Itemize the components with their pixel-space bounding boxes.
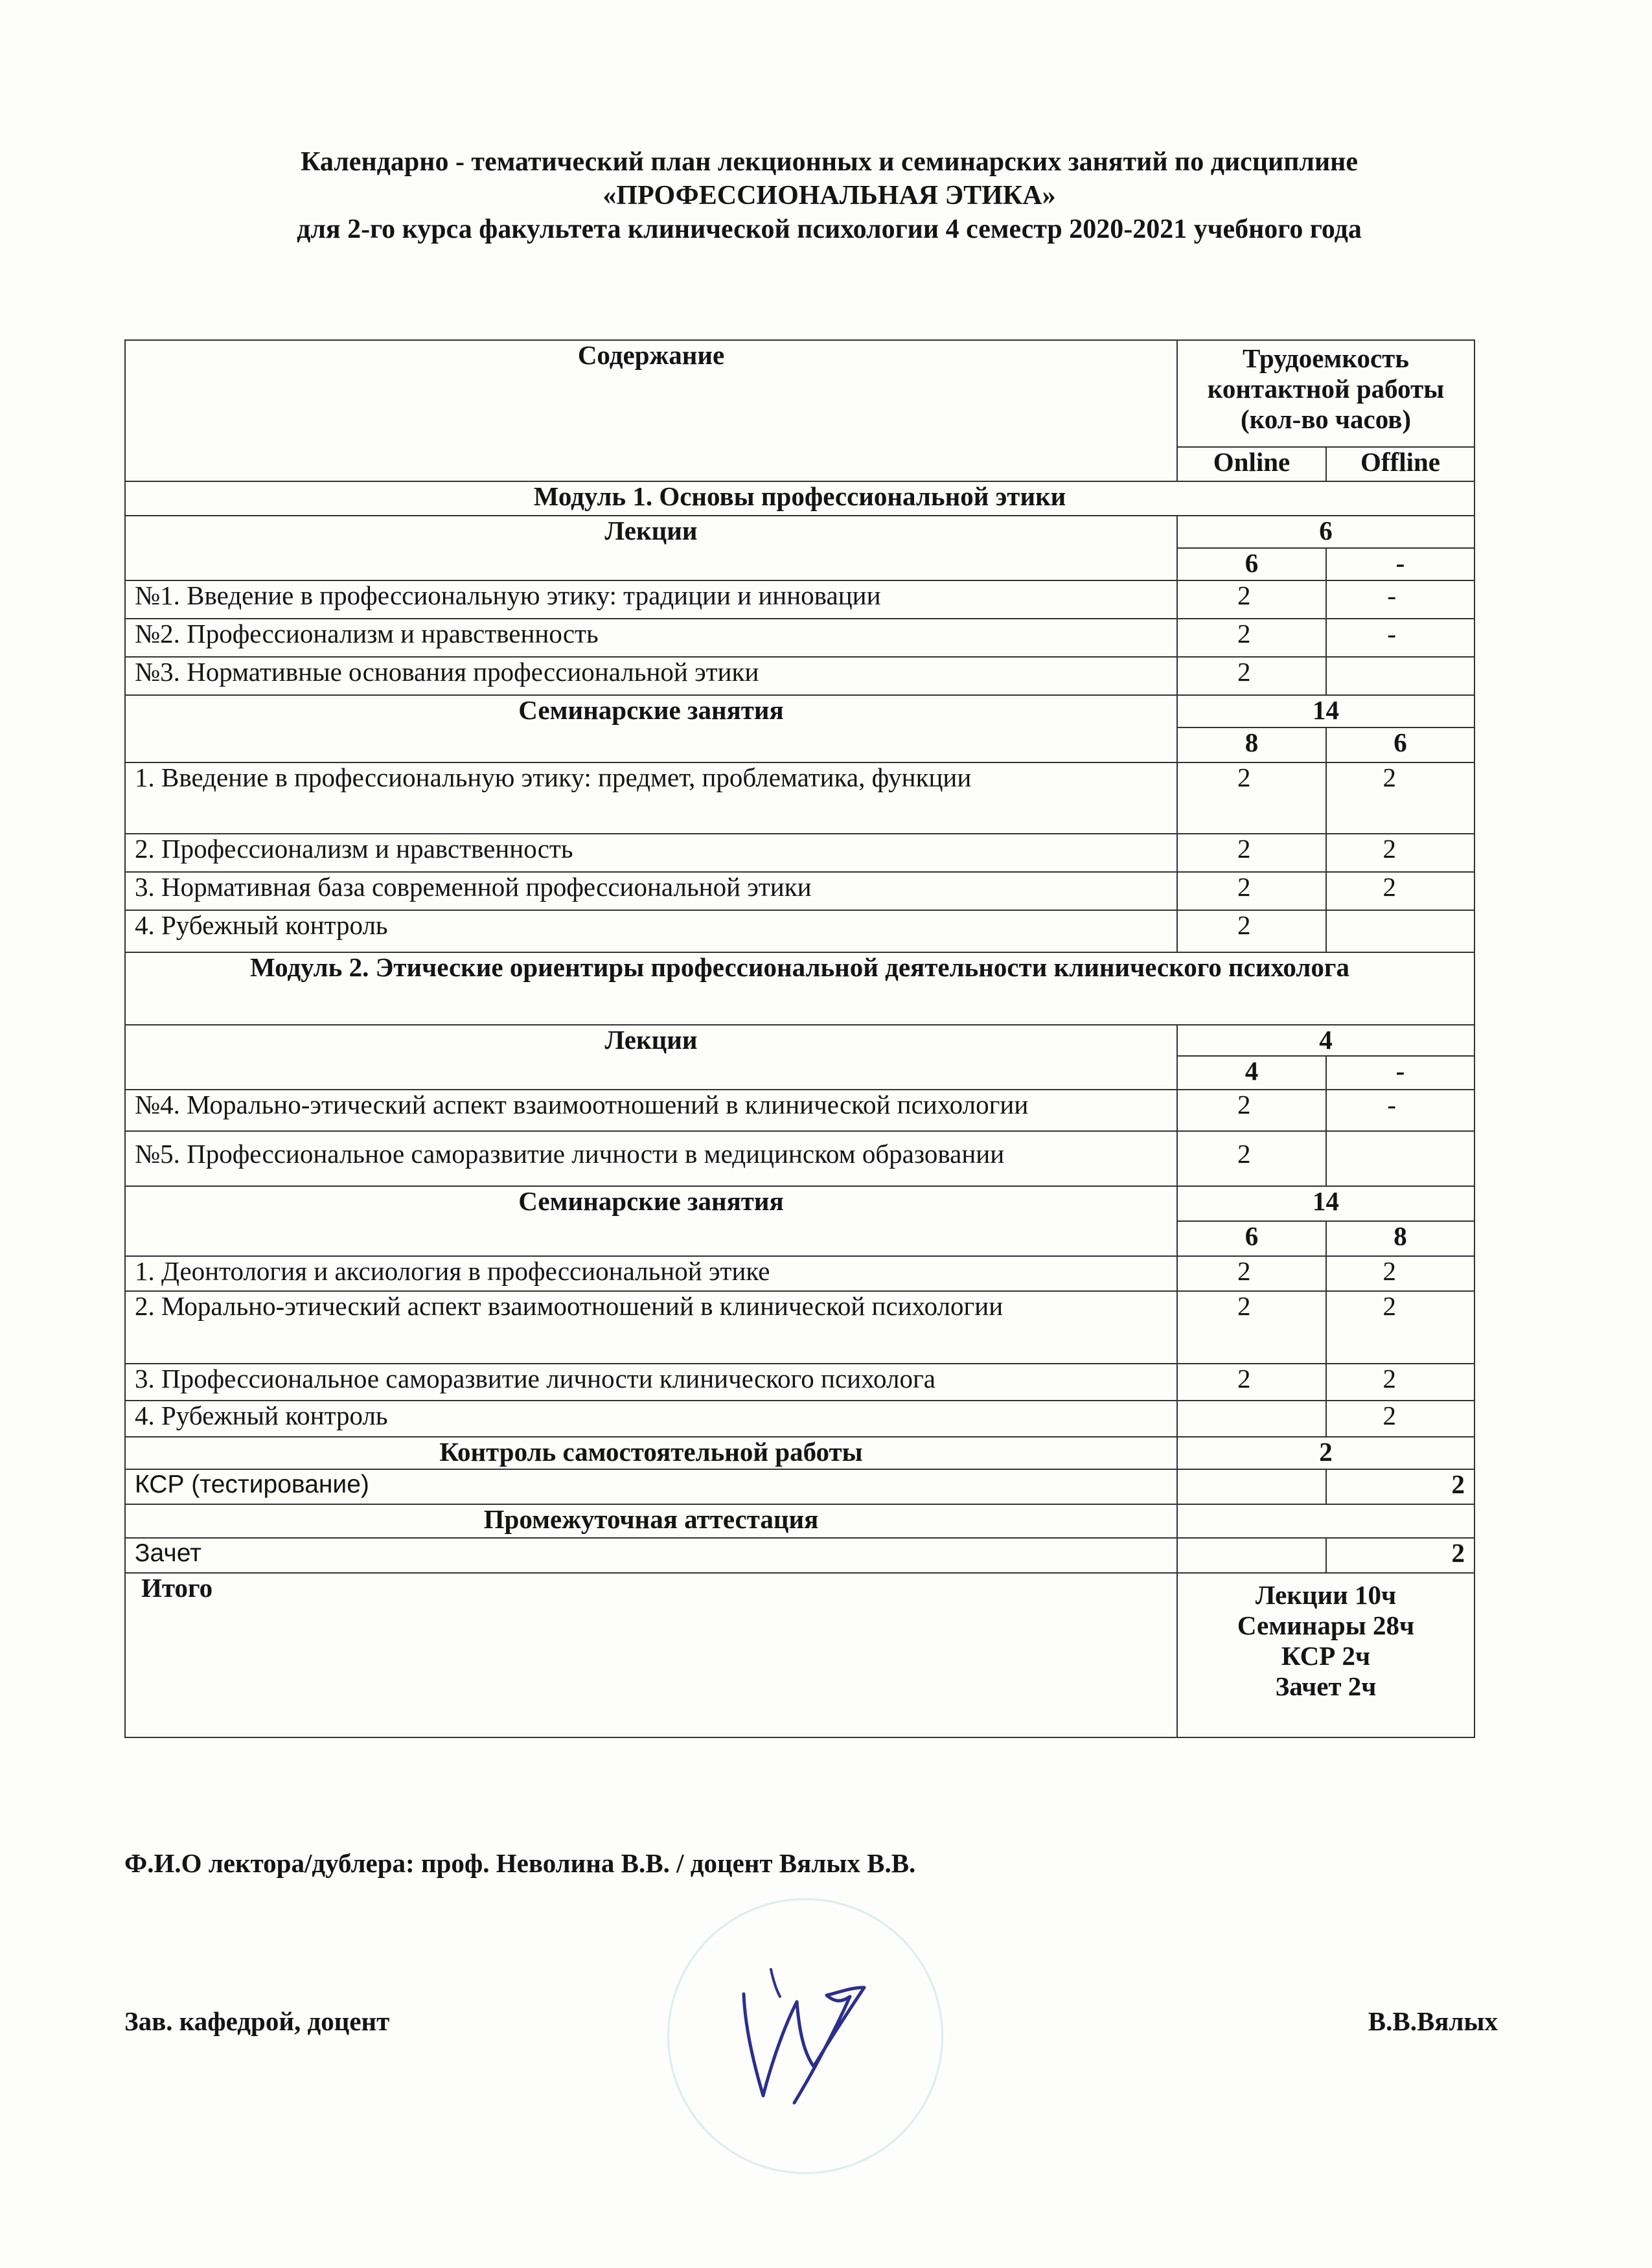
item-online [1177,1401,1326,1437]
item-text: №5. Профессиональное саморазвитие личности в медицинском образовании [125,1131,1177,1186]
item-offline [1326,910,1474,952]
table-row [125,619,1474,657]
section-total-empty [1177,1504,1474,1538]
section-offline: 8 [1326,1221,1474,1256]
item-offline: 2 [1326,834,1474,872]
item-text: №4. Морально-этический аспект взаимоотношений в клинической психологии [125,1090,1177,1131]
item-text: 4. Рубежный контроль [125,910,1177,952]
total-line: Зачет 2ч [1275,1671,1377,1701]
table-row [125,1090,1474,1131]
item-offline: 2 [1326,1291,1474,1364]
section-total: 14 [1177,695,1474,727]
section-row [125,695,1474,727]
section-row [125,1186,1474,1221]
total-line: Семинары 28ч [1237,1610,1415,1640]
table-row [125,872,1474,910]
item-online: 2 [1177,1256,1326,1291]
item-offline: 2 [1326,872,1474,910]
item-offline [1326,1131,1474,1186]
item-text: 3. Нормативная база современной профессиональной этики [125,872,1177,910]
section-label: Промежуточная аттестация [125,1504,1177,1538]
section-row [125,1437,1474,1469]
section-offline: - [1326,548,1474,580]
section-online: 4 [1177,1056,1326,1090]
item-text: №3. Нормативные основания профессиональной этики [125,657,1177,695]
module-row [125,481,1474,516]
item-online: 2 [1177,1364,1326,1401]
item-text: 2. Морально-этический аспект взаимоотношений в клинической психологии [125,1291,1177,1364]
item-text: 2. Профессионализм и нравственность [125,834,1177,872]
section-label: Контроль самостоятельной работы [125,1437,1177,1469]
item-text: №1. Введение в профессиональную этику: традиции и инновации [125,580,1177,619]
table-header-row [125,340,1474,447]
head-of-department-name: В.В.Вялых [1368,2006,1498,2036]
header-content: Содержание [125,340,1177,481]
item-text: №2. Профессионализм и нравственность [125,619,1177,657]
item-offline: 2 [1326,1401,1474,1437]
section-total: 4 [1177,1025,1474,1056]
lecturer-line: Ф.И.О лектора/дублера: проф. Неволина В.В. / доцент Вялых В.В. [124,1848,916,1878]
item-offline: 2 [1326,1256,1474,1291]
item-online: 2 [1177,619,1326,657]
table-row [125,1401,1474,1437]
item-text: 1. Деонтология и аксиология в профессиональной этике [125,1256,1177,1291]
table-row [125,657,1474,695]
item-offline: - [1326,1090,1474,1131]
table-row [125,1469,1474,1504]
item-online: 2 [1177,910,1326,952]
item-offline: 2 [1326,1364,1474,1401]
item-online [1177,1538,1326,1573]
head-of-department-title: Зав. кафедрой, доцент [124,2006,390,2036]
item-online: 2 [1177,580,1326,619]
item-text: Зачет [125,1538,1177,1573]
item-online: 2 [1177,872,1326,910]
item-offline [1326,657,1474,695]
section-total: 2 [1177,1437,1474,1469]
section-offline: - [1326,1056,1474,1090]
title-line-3: для 2-го курса факультета клинической психологии 4 семестр 2020-2021 учебного года [297,214,1362,244]
total-row [125,1573,1474,1737]
item-offline: 2 [1326,1538,1474,1573]
item-offline: 2 [1326,1469,1474,1504]
total-summary [1177,1573,1474,1737]
module-1-title: Модуль 1. Основы профессиональной этики [125,481,1474,516]
title-line-1: Календарно - тематический план лекционных и семинарских занятий по дисциплине [300,147,1359,177]
item-offline: - [1326,580,1474,619]
section-offline: 6 [1326,727,1474,762]
title-line-2: «ПРОФЕССИОНАЛЬНАЯ ЭТИКА» [602,181,1056,211]
header-online: Online [1177,447,1326,481]
signature-mark [732,1956,875,2105]
table-row [125,580,1474,619]
section-label: Семинарские занятия [125,1186,1177,1256]
section-total: 6 [1177,516,1474,548]
item-online: 2 [1177,834,1326,872]
table-row [125,834,1474,872]
item-online: 2 [1177,1131,1326,1186]
header-workload: Трудоемкость контактной работы (кол-во часов) [1177,340,1474,447]
table-row [125,1291,1474,1364]
total-line: Лекции 10ч [1255,1580,1397,1610]
item-online: 2 [1177,1291,1326,1364]
item-text: КСР (тестирование) [125,1469,1177,1504]
table-row [125,1131,1474,1186]
table-row [125,1538,1474,1573]
section-online: 6 [1177,548,1326,580]
total-line: КСР 2ч [1281,1641,1371,1671]
section-label: Лекции [125,1025,1177,1090]
section-row [125,1504,1474,1538]
section-row [125,516,1474,548]
item-text: 3. Профессиональное саморазвитие личности клинического психолога [125,1364,1177,1401]
document-title [117,145,1542,246]
table-row [125,1364,1474,1401]
header-offline: Offline [1326,447,1474,481]
section-row [125,1025,1474,1056]
section-online: 6 [1177,1221,1326,1256]
section-total: 14 [1177,1186,1474,1221]
item-offline: 2 [1326,762,1474,834]
item-online: 2 [1177,657,1326,695]
section-online: 8 [1177,727,1326,762]
item-text: 4. Рубежный контроль [125,1401,1177,1437]
item-online: 2 [1177,1090,1326,1131]
item-online: 2 [1177,762,1326,834]
table-row [125,910,1474,952]
total-label: Итого [125,1573,1177,1737]
section-label: Лекции [125,516,1177,580]
table-row [125,1256,1474,1291]
item-text: 1. Введение в профессиональную этику: предмет, проблематика, функции [125,762,1177,834]
item-online [1177,1469,1326,1504]
table-row [125,762,1474,834]
module-row [125,952,1474,1025]
section-label: Семинарские занятия [125,695,1177,762]
module-2-title: Модуль 2. Этические ориентиры профессиональной деятельности клинического психолога [125,952,1474,1025]
schedule-table [124,339,1475,1738]
item-offline: - [1326,619,1474,657]
